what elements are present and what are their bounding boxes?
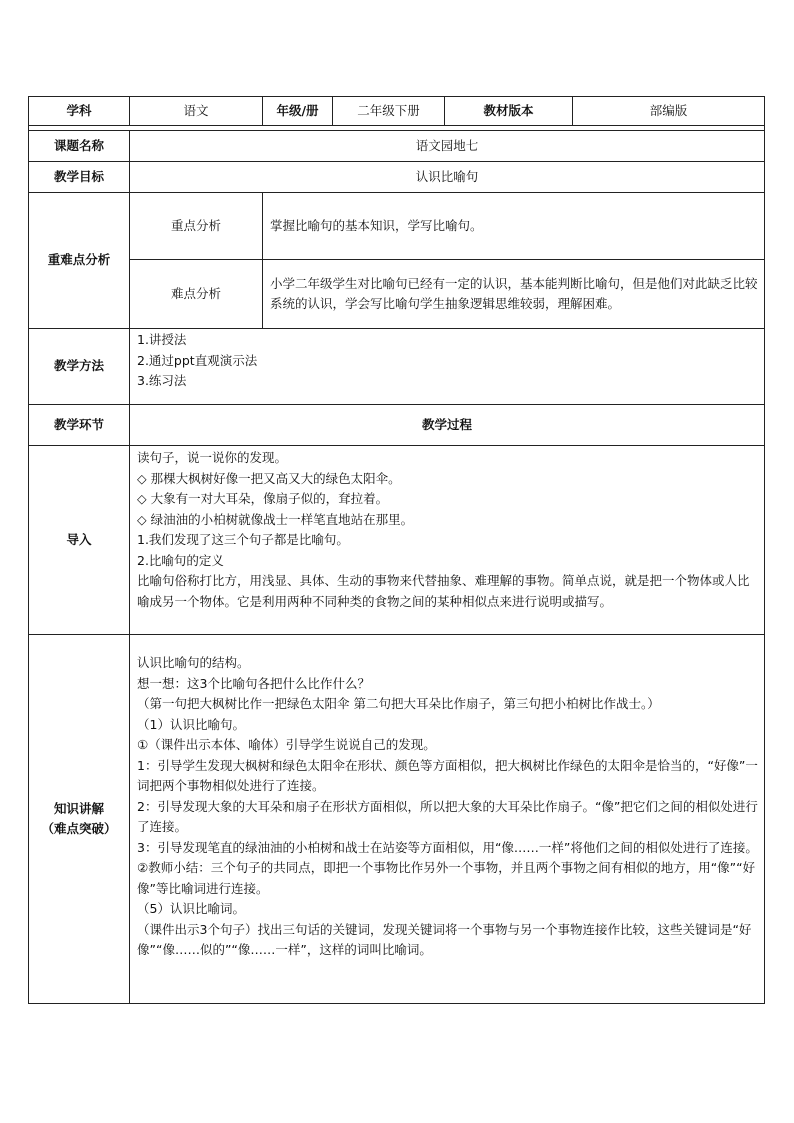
goal-label: 教学目标 (29, 162, 130, 193)
knowledge-line: （5）认识比喻词。 (137, 901, 245, 916)
edition-value: 部编版 (573, 97, 765, 126)
grade-label: 年级/册 (263, 97, 333, 126)
stage-label: 教学环节 (29, 405, 130, 446)
knowledge-line: （第一句把大枫树比作一把绿色太阳伞 第二句把大耳朵比作扇子，第三句把小柏树比作战士。） (137, 696, 660, 711)
knowledge-label-cell (29, 635, 130, 1004)
subject-label: 学科 (29, 97, 130, 126)
intro-line: 1.我们发现了这三个句子都是比喻句。 (137, 532, 349, 547)
grade-value: 二年级下册 (333, 97, 445, 126)
knowledge-line: 认识比喻句的结构。 (137, 655, 250, 670)
process-header-row (29, 405, 765, 446)
method-list (130, 329, 765, 405)
intro-row (29, 446, 765, 635)
key-point-row (29, 193, 765, 260)
method-item: 2.通过ppt直观演示法 (137, 352, 258, 368)
title-row (29, 131, 765, 162)
method-item: 1.讲授法 (137, 332, 187, 347)
knowledge-line: 3：引导发现笔直的绿油油的小柏树和战士在站姿等方面相似，用“像……一样”将他们之间的相似处进行了连接。 (137, 839, 758, 855)
knowledge-line: ①（课件出示本体、喻体）引导学生说说自己的发现。 (137, 737, 436, 752)
difficulty-text: 小学二年级学生对比喻句已经有一定的认识，基本能判断比喻句，但是他们对此缺乏比较系统的认识，学会写比喻句学生抽象逻辑思维较弱，理解困难。 (263, 260, 765, 329)
knowledge-line: 想一想：这3个比喻句各把什么比作什么？ (137, 675, 370, 691)
method-item: 3.练习法 (137, 373, 187, 388)
knowledge-sublabel: （难点突破） (41, 821, 117, 836)
intro-line: ◇ 那棵大枫树好像一把又高又大的绿色太阳伞。 (137, 470, 401, 486)
knowledge-line: （1）认识比喻句。 (137, 716, 245, 732)
knowledge-line: ②教师小结：三个句子的共同点，即把一个事物比作另外一个事物，并且两个事物之间有相似的地方，用“像”“好像”等比喻词进行连接。 (137, 860, 756, 896)
title-value: 语文园地七 (130, 131, 765, 162)
intro-content (130, 446, 765, 635)
key-point-label: 重点分析 (130, 193, 263, 260)
knowledge-line: 1：引导学生发现大枫树和绿色太阳伞在形状、颜色等方面相似，把大枫树比作绿色的太阳伞是恰当的，“好像”一词把两个事物相似处进行了连接。 (137, 757, 758, 793)
edition-label: 教材版本 (445, 97, 573, 126)
knowledge-label: 知识讲解 (53, 800, 104, 816)
difficulty-row (29, 260, 765, 329)
intro-line: 读句子，说一说你的发现。 (137, 450, 288, 465)
title-label: 课题名称 (29, 131, 130, 162)
goal-row (29, 162, 765, 193)
process-label: 教学过程 (130, 405, 765, 446)
intro-line: 比喻句俗称打比方，用浅显、具体、生动的事物来代替抽象、难理解的事物。简单点说，就是把一个物体或人比喻成另一个物体。它是利用两种不同种类的食物之间的某种相似点来进行说明或描写。 (137, 573, 750, 609)
method-label: 教学方法 (29, 329, 130, 405)
knowledge-line: （课件出示3个句子）找出三句话的关键词，发现关键词将一个事物与另一个事物连接作比较，这些关键词是“好像”“像……似的”“像……一样”，这样的词叫比喻词。 (137, 921, 752, 957)
intro-label: 导入 (29, 446, 130, 635)
method-row (29, 329, 765, 405)
knowledge-content (130, 635, 765, 1004)
difficulty-label: 难点分析 (130, 260, 263, 329)
analysis-label: 重难点分析 (29, 193, 130, 329)
intro-line: ◇ 绿油油的小柏树就像战士一样笔直地站在那里。 (137, 511, 414, 527)
knowledge-line: 2：引导发现大象的大耳朵和扇子在形状方面相似，所以把大象的大耳朵比作扇子。“像”把它们之间的相似处进行了连接。 (137, 798, 758, 834)
goal-value: 认识比喻句 (130, 162, 765, 193)
subject-value: 语文 (130, 97, 263, 126)
lesson-plan-table (28, 96, 765, 1004)
knowledge-row (29, 635, 765, 1004)
header-row (29, 97, 765, 126)
intro-line: ◇ 大象有一对大耳朵，像扇子似的，耷拉着。 (137, 491, 389, 506)
intro-line: 2.比喻句的定义 (137, 552, 224, 568)
key-point-text: 掌握比喻句的基本知识，学写比喻句。 (263, 193, 765, 260)
